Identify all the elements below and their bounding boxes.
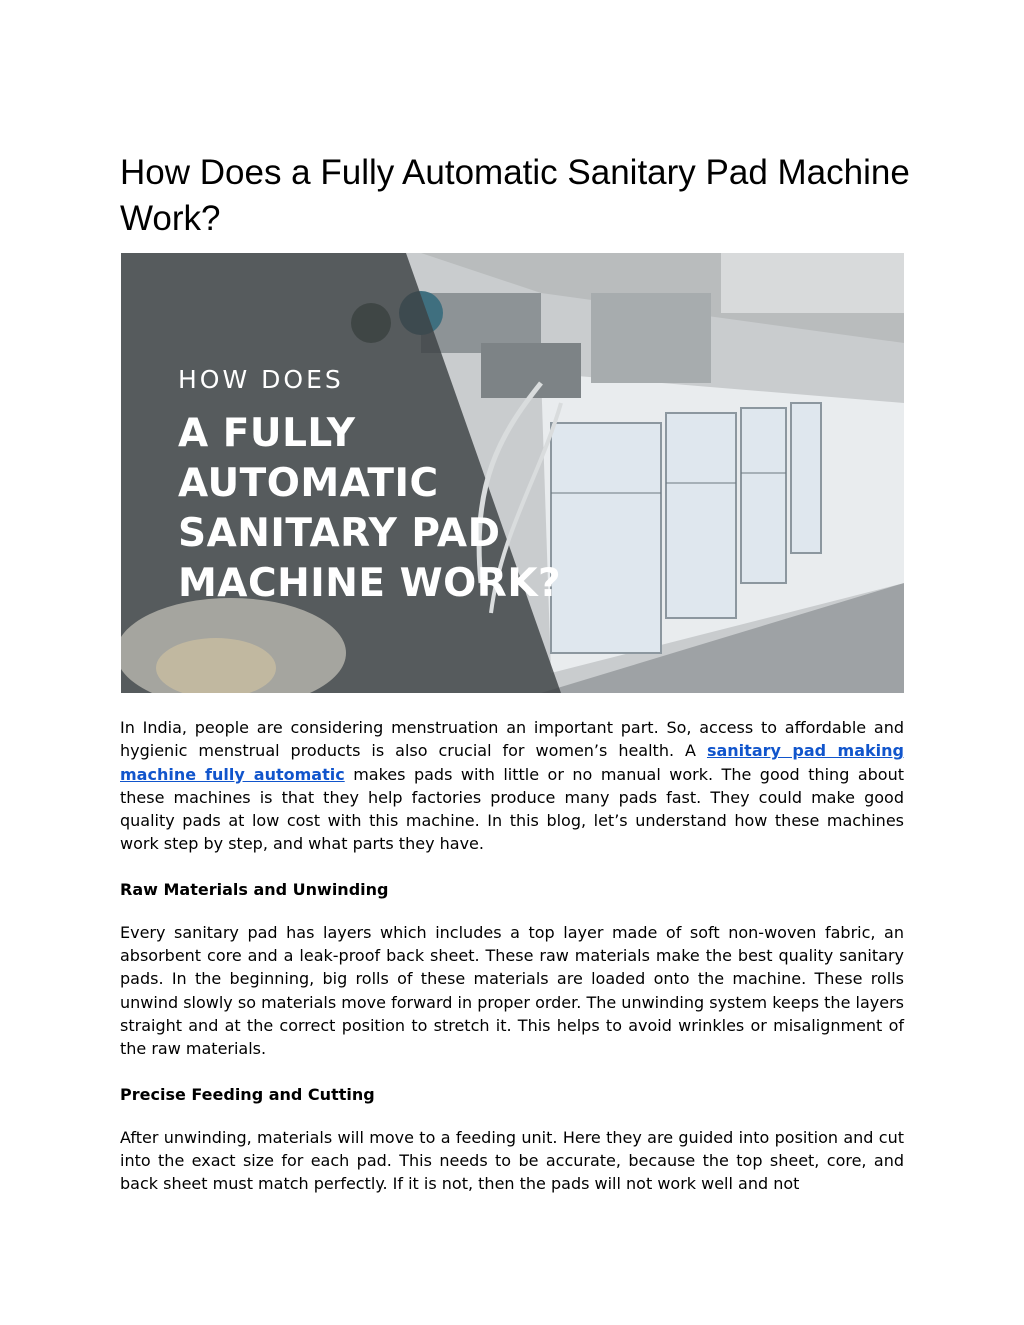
- hero-headline: [178, 409, 561, 609]
- raw-materials-paragraph: Every sanitary pad has layers which includes a top layer made of soft non-woven fabric, an absorbent core and a leak-proof back sheet. These raw materials make the best quality sanitary pads. In the beginning, big rolls of these materials are loaded onto the machine. These rolls unwind slowly so materials move forward in proper order. The unwinding system keeps the layers straight and at the correct position to stretch it. This helps to avoid wrinkles or misalignment of the raw materials.: [120, 922, 904, 1059]
- hero-line-4: SANITARY PAD: [178, 511, 501, 556]
- hero-image: [121, 253, 904, 693]
- feeding-cutting-paragraph: After unwinding, materials will move to a feeding unit. Here they are guided into position and cut into the exact size for each pad. This needs to be accurate, because the top sheet, core, and back sheet must match perfectly. If it is not, then the pads will not work well and not: [120, 1127, 904, 1194]
- intro-text-after: makes pads with little or no manual work. The good thing about these machines is that they help factories produce many pads fast. They could make good quality pads at low cost with this machine. In this blog, let’s understand how these machines work step by step, and what parts they have.: [120, 764, 905, 854]
- page-title: How Does a Fully Automatic Sanitary Pad Machine Work?: [120, 153, 910, 238]
- hero-line-5: MACHINE WORK?: [178, 561, 562, 606]
- intro-paragraph: [120, 716, 904, 856]
- section-heading-raw-materials: Raw Materials and Unwinding: [120, 879, 389, 899]
- document-body: [120, 716, 904, 1195]
- hero-line-1: HOW DOES: [178, 365, 344, 394]
- hero-overlay-text: [178, 365, 561, 609]
- hero-line-3: AUTOMATIC: [178, 461, 439, 506]
- hero-line-2: A FULLY: [178, 411, 356, 456]
- section-heading-feeding-cutting: Precise Feeding and Cutting: [120, 1084, 375, 1104]
- intro-text-before: In India, people are considering menstruation an important part. So, access to affordable and hygienic menstrual products is also crucial for women’s health. A: [120, 718, 904, 761]
- sanitary-pad-machine-link[interactable]: sanitary pad making machine fully automatic: [120, 741, 904, 784]
